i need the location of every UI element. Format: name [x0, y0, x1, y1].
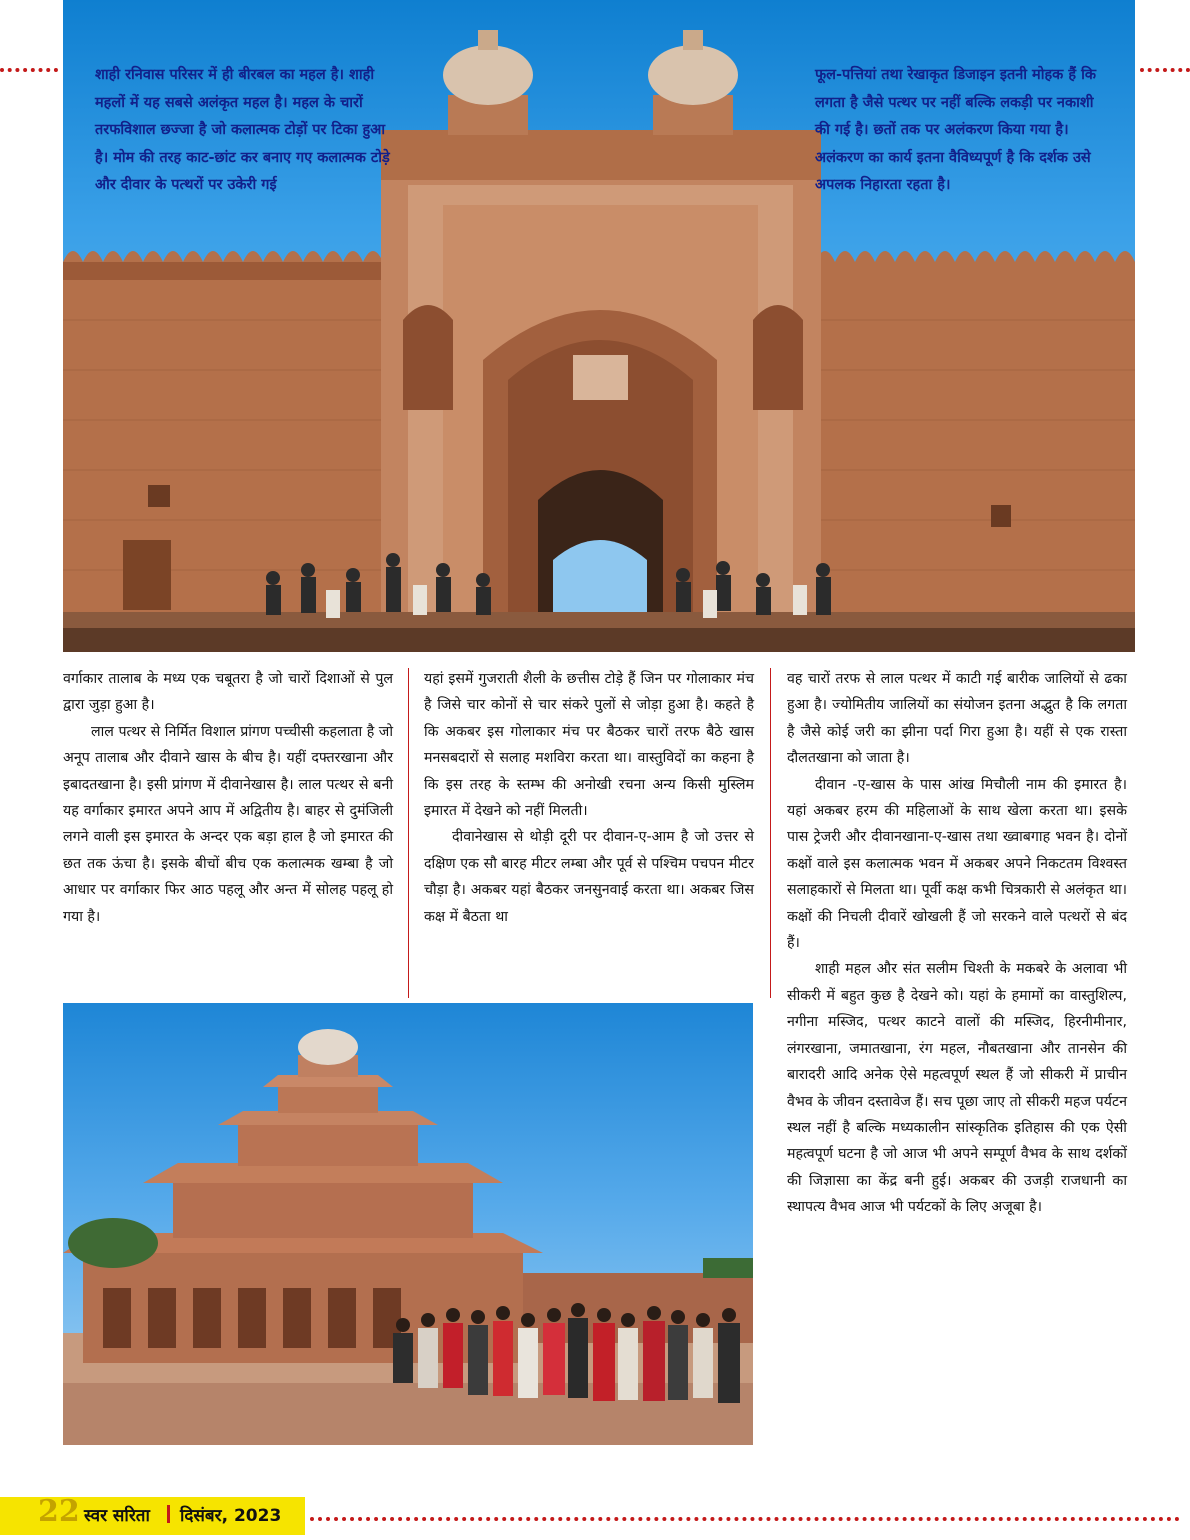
- article-column-1: [63, 666, 393, 930]
- fort-gate-photo: [63, 0, 1135, 652]
- paragraph: दीवान -ए-खास के पास आंख मिचौली नाम की इमारत है। यहां अकबर हरम की महिलाओं के साथ खेला करता था। इसके पास ट्रेजरी और दीवानखाना-ए-खास तथा ख्वाबगाह भवन है। दोनों कक्षों वाले इस कलात्मक भवन में अकबर अपने निकटतम विश्वस्त सलाहकारों से मिलता था। पूर्वी कक्ष कभी चित्रकारी से अलंकृत था। कक्षों की निचली दीवारें खोखली हैं जो सरकने वाले पत्थरों से बंद हैं।: [787, 776, 1127, 952]
- paragraph: शाही महल और संत सलीम चिश्ती के मकबरे के अलावा भी सीकरी में बहुत कुछ है देखने को। यहां के हमामों का वास्तुशिल्प, नगीना मस्जिद, पत्थर काटने वालों की मस्जिद, हिरनीमीनार, लंगरखाना, जमातखाना, रंग महल, नौबतखाना और तानसेन की बारादरी आदि अनेक ऐसे महत्वपूर्ण स्थल हैं जो सीकरी में प्राचीन वैभव के जीवन दस्तावेज हैं। सच पूछा जाए तो सीकरी महज पर्यटन स्थल नहीं है बल्कि मध्यकालीन सांस्कृतिक इतिहास की एक ऐसी महत्वपूर्ण घटना है जो आज भी अपने सम्पूर्ण वैभव के साथ दर्शकों की जिज्ञासा का केंद्र बनी हुई। अकबर की उजड़ी राजधानी का स्थापत्य वैभव आज भी पर्यटकों के लिए अजूबा है।: [787, 961, 1127, 1216]
- magazine-name: स्वर सरिता: [84, 1506, 150, 1526]
- footer-dotted-rule: [310, 1517, 1180, 1521]
- paragraph: वर्गाकार तालाब के मध्य एक चबूतरा है जो चारों दिशाओं से पुल द्वारा जुड़ा हुआ है।: [63, 671, 393, 714]
- panch-mahal-photo: [63, 1003, 753, 1445]
- column-divider-2: [770, 668, 771, 998]
- paragraph: लाल पत्थर से निर्मित विशाल प्रांगण पच्चीसी कहलाता है जो अनूप तालाब और दीवाने खास के बीच है। यहीं दफ्तरखाना और इबादतखाना है। इसी प्रांगण में दीवानेखास है। लाल पत्थर से बनी यह वर्गाकार इमारत अपने आप में अद्वितीय है। बाहर से दुमंजिली लगने वाली इस इमारत के अन्दर एक बड़ा हाल है जो इमारत की छत तक ऊंचा है। इसके बीचों बीच एक कलात्मक खम्बा है जो आधार पर वर्गाकार फिर आठ पहलू और अन्त में सोलह पहलू हो गया है।: [63, 723, 393, 925]
- paragraph: दीवानेखास से थोड़ी दूरी पर दीवान-ए-आम है जो उत्तर से दक्षिण एक सौ बारह मीटर लम्बा और पूर्व से पश्चिम पचपन मीटर चौड़ा है। अकबर यहां बैठकर जनसुनवाई करता था। अकबर जिस कक्ष में बैठता था: [424, 829, 754, 925]
- footer-separator: [167, 1505, 170, 1523]
- paragraph: वह चारों तरफ से लाल पत्थर में काटी गई बारीक जालियों से ढका हुआ है। ज्योमितीय जालियों का संयोजन इतना अद्भुत है कि लगता है जैसे कोई जरी का झीना पर्दा गिरा हुआ है। यहीं से एक रास्ता दौलतखाना को जाता है।: [787, 671, 1127, 767]
- issue-date: दिसंबर, 2023: [180, 1506, 282, 1526]
- paragraph: यहां इसमें गुजराती शैली के छत्तीस टोड़े हैं जिन पर गोलाकार मंच है जिसे चार कोनों से चार संकरे पुलों से जोड़ा हुआ है। कहते है कि अकबर इस गोलाकार मंच पर बैठकर चारों तरफ बैठे खास मनसबदारों से सलाह मशविरा करता था। वास्तुविदों का कहना है कि इस तरह के स्तम्भ की अनोखी रचना अन्य किसी मुस्लिम इमारत में देखने को नहीं मिलती।: [424, 671, 754, 820]
- top-right-dotted-rule: [1140, 68, 1190, 72]
- photo-caption-left: शाही रनिवास परिसर में ही बीरबल का महल है। शाही महलों में यह सबसे अलंकृत महल है। महल के चारों तरफविशाल छज्जा है जो कलात्मक टोड़ों पर टिका हुआ है। मोम की तरह काट-छांट कर बनाए गए कलात्मक टोड़े और दीवार के पत्थरों पर उकेरी गई: [95, 67, 390, 193]
- article-column-2: [424, 666, 754, 930]
- photo-caption-right: फूल-पत्तियां तथा रेखाकृत डिजाइन इतनी मोहक हैं कि लगता है जैसे पत्थर पर नहीं बल्कि लकड़ी पर नकाशी की गई है। छतों तक पर अलंकरण किया गया है। अलंकरण का कार्य इतना वैविध्यपूर्ण है कि दर्शक उसे अपलक निहारता रहता है।: [815, 67, 1097, 193]
- article-column-3: [787, 666, 1127, 1221]
- column-divider-1: [408, 668, 409, 998]
- panch-mahal-illustration: [63, 1003, 753, 1445]
- top-left-dotted-rule: [0, 68, 58, 72]
- page-number: 22: [38, 1494, 80, 1529]
